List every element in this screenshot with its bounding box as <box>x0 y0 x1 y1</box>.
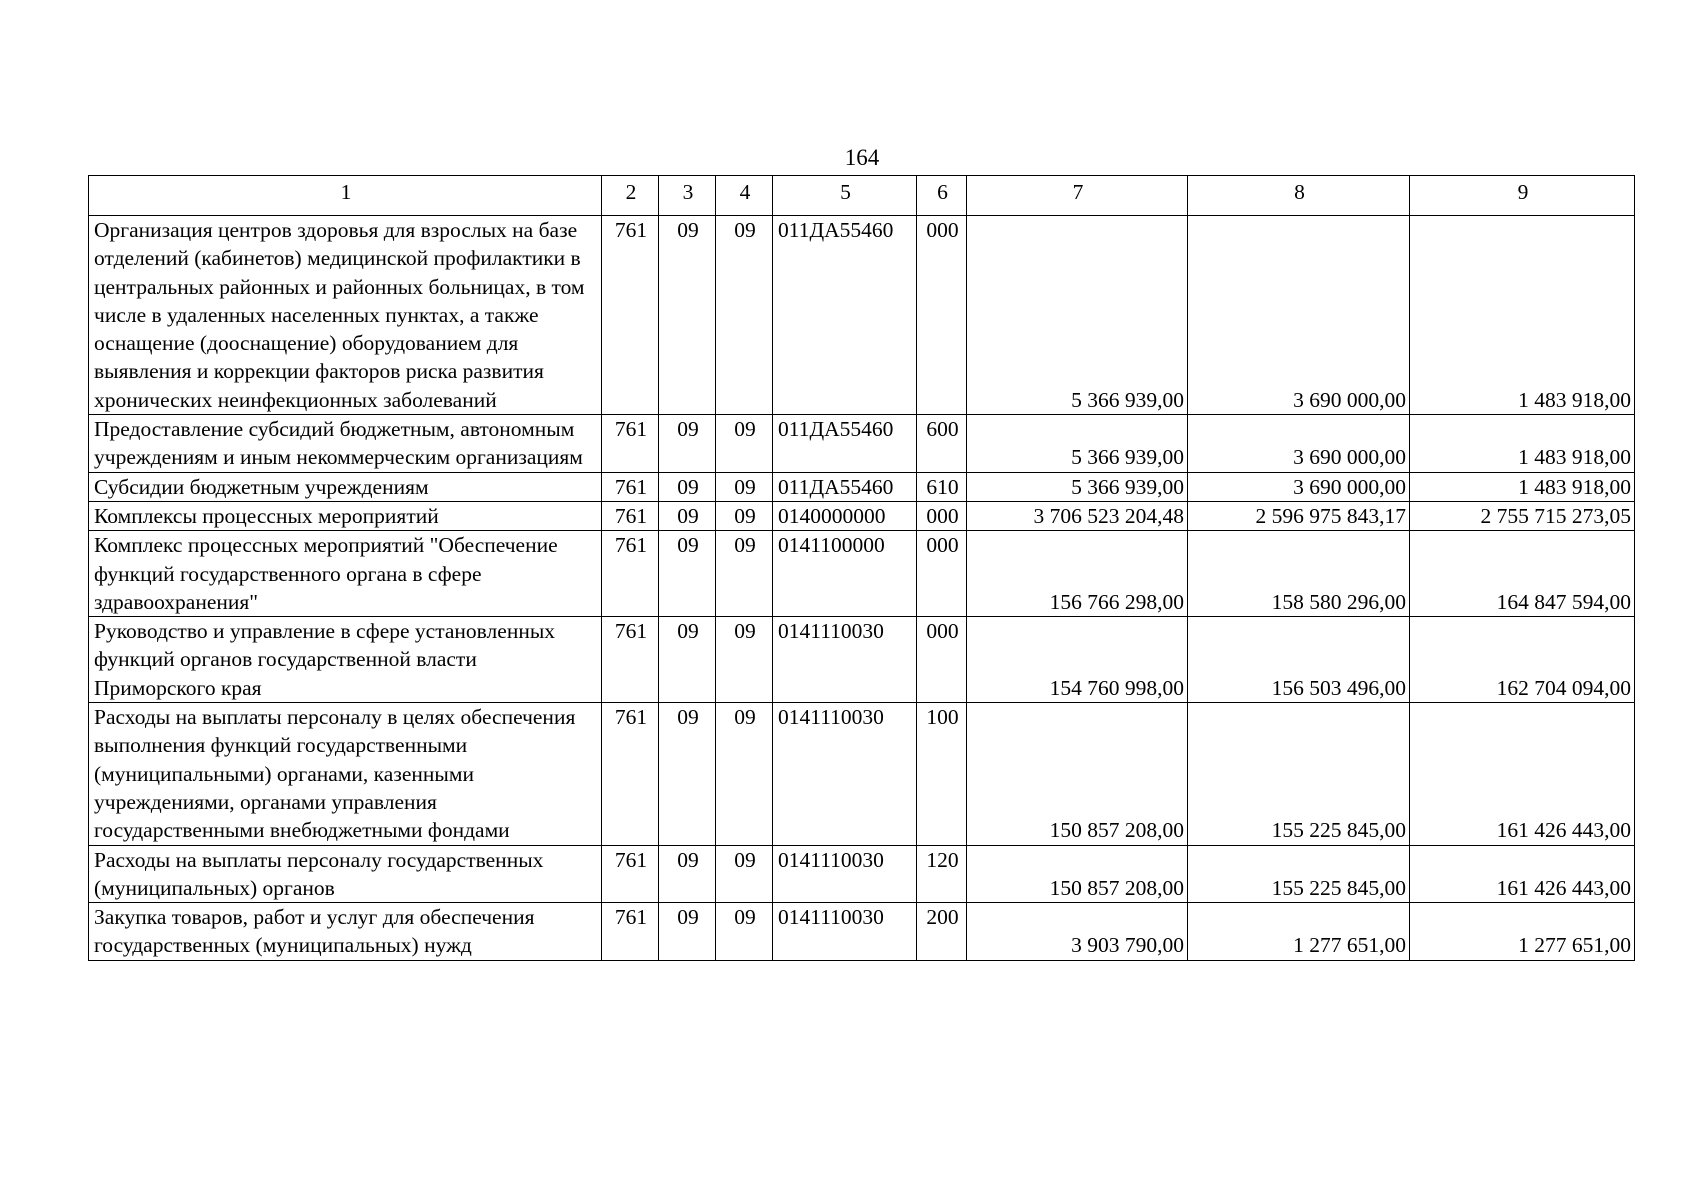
amount-9-cell: 161 426 443,00 <box>1410 845 1635 903</box>
code-5-cell: 011ДА55460 <box>773 472 917 501</box>
amount-9-cell: 1 483 918,00 <box>1410 472 1635 501</box>
table-row <box>89 472 1635 501</box>
table-body <box>89 176 1635 961</box>
table-row <box>89 216 1635 415</box>
amount-8-cell: 3 690 000,00 <box>1188 216 1410 415</box>
code-2-cell: 761 <box>602 531 659 617</box>
amount-9-cell: 162 704 094,00 <box>1410 617 1635 703</box>
row-name-cell: Комплексы процессных мероприятий <box>89 501 602 530</box>
code-5-cell: 0141110030 <box>773 617 917 703</box>
amount-9-cell: 1 277 651,00 <box>1410 903 1635 961</box>
header-row <box>89 176 1635 216</box>
amount-8-cell: 156 503 496,00 <box>1188 617 1410 703</box>
column-header: 1 <box>89 176 602 216</box>
row-name-cell: Закупка товаров, работ и услуг для обеспечения государственных (муниципальных) нужд <box>89 903 602 961</box>
column-header: 9 <box>1410 176 1635 216</box>
code-3-cell: 09 <box>659 703 716 845</box>
table-row <box>89 903 1635 961</box>
table-row <box>89 845 1635 903</box>
code-4-cell: 09 <box>716 501 773 530</box>
code-4-cell: 09 <box>716 472 773 501</box>
column-header: 5 <box>773 176 917 216</box>
amount-7-cell: 150 857 208,00 <box>967 703 1188 845</box>
code-5-cell: 0141100000 <box>773 531 917 617</box>
code-5-cell: 0141110030 <box>773 845 917 903</box>
amount-8-cell: 155 225 845,00 <box>1188 845 1410 903</box>
code-3-cell: 09 <box>659 617 716 703</box>
amount-7-cell: 154 760 998,00 <box>967 617 1188 703</box>
amount-8-cell: 155 225 845,00 <box>1188 703 1410 845</box>
amount-7-cell: 5 366 939,00 <box>967 415 1188 473</box>
code-2-cell: 761 <box>602 903 659 961</box>
amount-7-cell: 5 366 939,00 <box>967 216 1188 415</box>
code-6-cell: 100 <box>917 703 967 845</box>
column-header: 2 <box>602 176 659 216</box>
code-3-cell: 09 <box>659 903 716 961</box>
code-6-cell: 000 <box>917 501 967 530</box>
row-name-cell: Организация центров здоровья для взрослых на базе отделений (кабинетов) медицинской профилактики в центральных районных и районных больницах, в том числе в удаленных населенных пунктах, а также оснащение (дооснащение) оборудованием для выявления и коррекции факторов риска развития хронических неинфекционных заболеваний <box>89 216 602 415</box>
amount-8-cell: 1 277 651,00 <box>1188 903 1410 961</box>
code-3-cell: 09 <box>659 216 716 415</box>
amount-7-cell: 5 366 939,00 <box>967 472 1188 501</box>
code-6-cell: 600 <box>917 415 967 473</box>
row-name-cell: Предоставление субсидий бюджетным, автономным учреждениям и иным некоммерческим организациям <box>89 415 602 473</box>
code-3-cell: 09 <box>659 472 716 501</box>
amount-9-cell: 1 483 918,00 <box>1410 216 1635 415</box>
code-3-cell: 09 <box>659 531 716 617</box>
code-5-cell: 0140000000 <box>773 501 917 530</box>
table-row <box>89 501 1635 530</box>
code-3-cell: 09 <box>659 501 716 530</box>
code-3-cell: 09 <box>659 415 716 473</box>
code-5-cell: 0141110030 <box>773 903 917 961</box>
code-4-cell: 09 <box>716 903 773 961</box>
code-4-cell: 09 <box>716 415 773 473</box>
amount-8-cell: 2 596 975 843,17 <box>1188 501 1410 530</box>
code-2-cell: 761 <box>602 617 659 703</box>
amount-8-cell: 158 580 296,00 <box>1188 531 1410 617</box>
table-row <box>89 531 1635 617</box>
row-name-cell: Расходы на выплаты персоналу в целях обеспечения выполнения функций государственными (муниципальными) органами, казенными учреждениями, органами управления государственными внебюджетными фондами <box>89 703 602 845</box>
code-6-cell: 000 <box>917 617 967 703</box>
code-2-cell: 761 <box>602 501 659 530</box>
code-2-cell: 761 <box>602 845 659 903</box>
row-name-cell: Расходы на выплаты персоналу государственных (муниципальных) органов <box>89 845 602 903</box>
amount-9-cell: 2 755 715 273,05 <box>1410 501 1635 530</box>
code-3-cell: 09 <box>659 845 716 903</box>
code-4-cell: 09 <box>716 216 773 415</box>
code-2-cell: 761 <box>602 472 659 501</box>
amount-9-cell: 161 426 443,00 <box>1410 703 1635 845</box>
table-row <box>89 703 1635 845</box>
amount-7-cell: 156 766 298,00 <box>967 531 1188 617</box>
code-6-cell: 000 <box>917 216 967 415</box>
column-header: 7 <box>967 176 1188 216</box>
amount-7-cell: 3 903 790,00 <box>967 903 1188 961</box>
page-number: 164 <box>844 145 880 170</box>
column-header: 4 <box>716 176 773 216</box>
column-header: 6 <box>917 176 967 216</box>
column-header: 8 <box>1188 176 1410 216</box>
amount-7-cell: 150 857 208,00 <box>967 845 1188 903</box>
code-2-cell: 761 <box>602 415 659 473</box>
code-6-cell: 610 <box>917 472 967 501</box>
amount-9-cell: 1 483 918,00 <box>1410 415 1635 473</box>
row-name-cell: Комплекс процессных мероприятий "Обеспечение функций государственного органа в сфере здравоохранения" <box>89 531 602 617</box>
code-2-cell: 761 <box>602 703 659 845</box>
row-name-cell: Руководство и управление в сфере установленных функций органов государственной власти Приморского края <box>89 617 602 703</box>
amount-8-cell: 3 690 000,00 <box>1188 472 1410 501</box>
code-6-cell: 200 <box>917 903 967 961</box>
row-name-cell: Субсидии бюджетным учреждениям <box>89 472 602 501</box>
code-5-cell: 011ДА55460 <box>773 216 917 415</box>
code-5-cell: 011ДА55460 <box>773 415 917 473</box>
amount-8-cell: 3 690 000,00 <box>1188 415 1410 473</box>
code-2-cell: 761 <box>602 216 659 415</box>
code-4-cell: 09 <box>716 703 773 845</box>
code-4-cell: 09 <box>716 531 773 617</box>
table-row <box>89 617 1635 703</box>
table-row <box>89 415 1635 473</box>
amount-9-cell: 164 847 594,00 <box>1410 531 1635 617</box>
code-4-cell: 09 <box>716 845 773 903</box>
code-4-cell: 09 <box>716 617 773 703</box>
code-6-cell: 120 <box>917 845 967 903</box>
column-header: 3 <box>659 176 716 216</box>
code-6-cell: 000 <box>917 531 967 617</box>
code-5-cell: 0141110030 <box>773 703 917 845</box>
amount-7-cell: 3 706 523 204,48 <box>967 501 1188 530</box>
budget-table <box>88 175 1635 961</box>
